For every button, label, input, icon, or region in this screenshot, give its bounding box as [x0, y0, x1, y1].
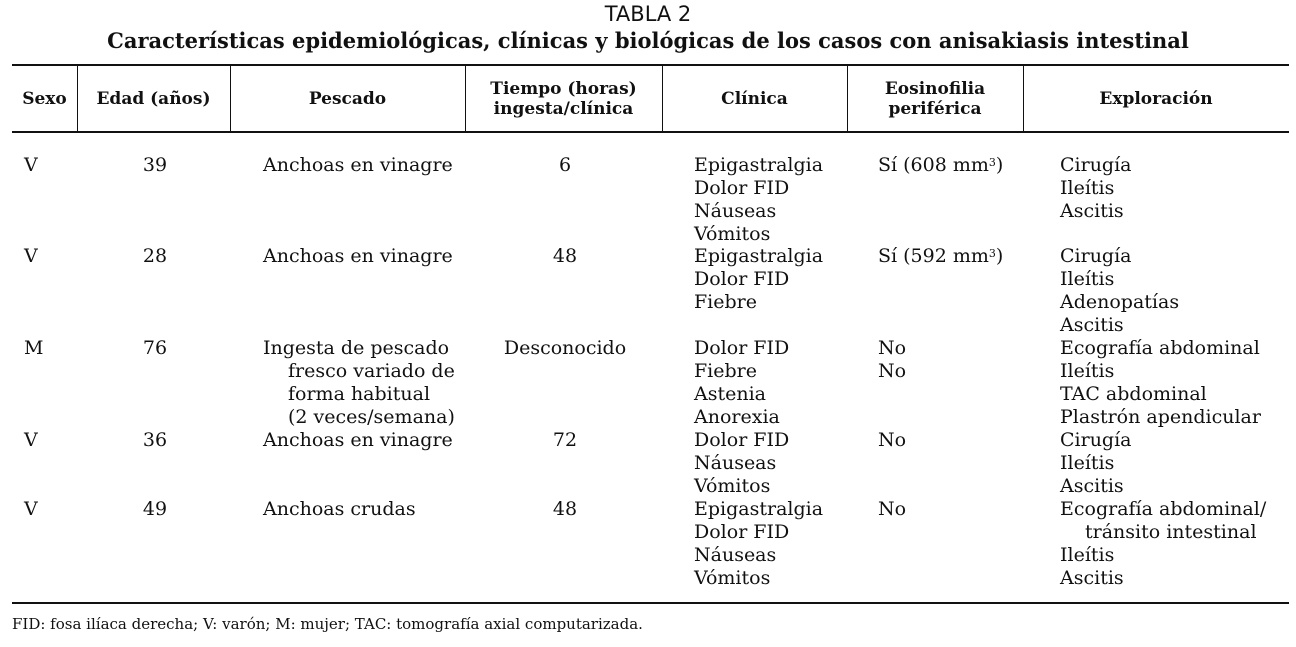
cell-clinica: Epigastralgia Dolor FID Náuseas Vómitos: [694, 498, 824, 589]
cell-edad: 76: [142, 337, 168, 359]
cell-eosinofilia: No: [878, 498, 907, 520]
cell-pescado: Ingesta de pescado fresco variado de forma habitual (2 veces/semana): [263, 337, 455, 428]
cell-sexo: V: [24, 429, 38, 451]
table-title: Características epidemiológicas, clínicas y biológicas de los casos con anisakiasis intestinal: [107, 28, 1189, 53]
header-sexo: Sexo: [22, 89, 67, 109]
cell-edad: 36: [142, 429, 168, 451]
cell-sexo: V: [24, 498, 38, 520]
cell-eosinofilia: Sí (592 $mm^3$): [878, 245, 1004, 267]
cell-sexo: M: [24, 337, 44, 359]
cell-sexo: V: [24, 245, 38, 267]
cell-eosinofilia: No No: [878, 337, 907, 382]
cell-tiempo: 48: [552, 245, 578, 267]
table-supertitle: TABLA 2: [604, 2, 692, 26]
cell-clinica: Epigastralgia Dolor FID Fiebre: [694, 245, 824, 313]
header-eosinofilia: Eosinofilia periférica: [884, 79, 986, 119]
header-tiempo: Tiempo (horas) ingesta/clínica: [490, 79, 637, 119]
header-pescado: Pescado: [308, 89, 387, 109]
cell-tiempo: 72: [552, 429, 578, 451]
table-footnote: FID: fosa ilíaca derecha; V: varón; M: mujer; TAC: tomografía axial computarizada.: [12, 615, 643, 633]
cell-edad: 28: [142, 245, 168, 267]
cell-clinica: Dolor FID Náuseas Vómitos: [694, 429, 790, 497]
header-edad: Edad (años): [96, 89, 211, 109]
cell-edad: 49: [142, 498, 168, 520]
cell-exploracion: Ecografía abdominal/ tránsito intestinal Ileítis Ascitis: [1060, 498, 1267, 589]
bottom-rule: [12, 602, 1289, 604]
cell-tiempo: Desconocido: [503, 337, 627, 359]
cell-tiempo: 6: [558, 154, 572, 176]
cell-exploracion: Cirugía Ileítis Ascitis: [1060, 429, 1132, 497]
cell-clinica: Dolor FID Fiebre Astenia Anorexia: [694, 337, 790, 428]
cell-sexo: V: [24, 154, 38, 176]
cell-pescado: Anchoas crudas: [263, 498, 416, 520]
cell-exploracion: Cirugía Ileítis Ascitis: [1060, 154, 1132, 222]
header-exploracion: Exploración: [1099, 89, 1213, 109]
cell-clinica: Epigastralgia Dolor FID Náuseas Vómitos: [694, 154, 824, 245]
cell-tiempo: 48: [552, 498, 578, 520]
cell-eosinofilia: Sí (608 $mm^3$): [878, 154, 1004, 176]
cell-exploracion: Cirugía Ileítis Adenopatías Ascitis: [1060, 245, 1180, 336]
cell-edad: 39: [142, 154, 168, 176]
header-clinica: Clínica: [721, 89, 788, 109]
cell-eosinofilia: No: [878, 429, 907, 451]
cell-exploracion: Ecografía abdominal Ileítis TAC abdominal Plastrón apendicular: [1060, 337, 1261, 428]
cell-pescado: Anchoas en vinagre: [263, 154, 453, 176]
cell-pescado: Anchoas en vinagre: [263, 429, 453, 451]
cell-pescado: Anchoas en vinagre: [263, 245, 453, 267]
